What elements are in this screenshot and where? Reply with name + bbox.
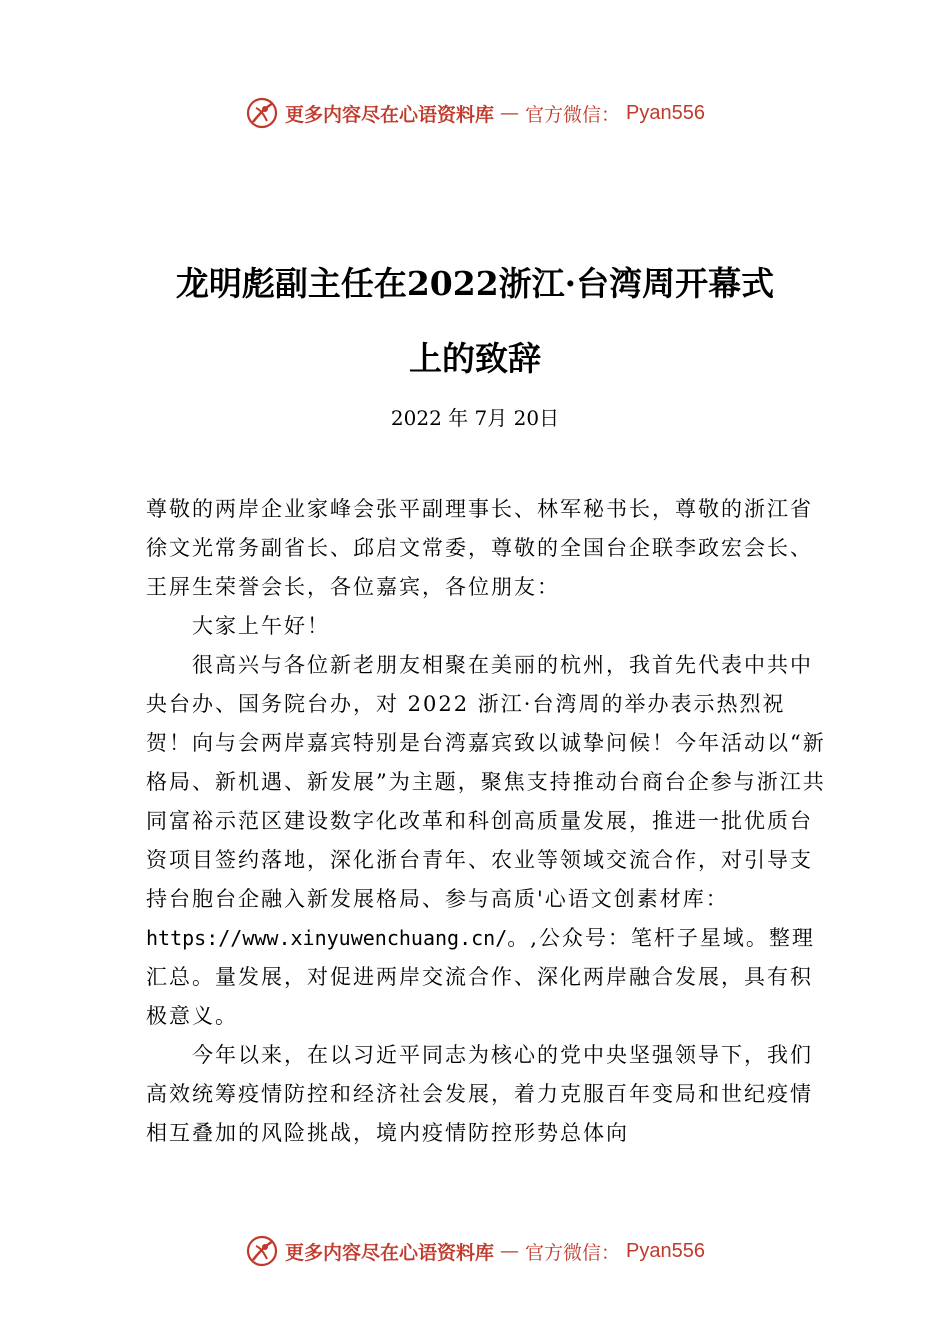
banner-site-text: 更多内容尽在心语资料库: [285, 103, 495, 126]
brand-logo-icon: [245, 1234, 279, 1268]
banner-account: Pyan556: [626, 1239, 705, 1262]
document-date: 2022 年 7月 20日: [390, 406, 560, 430]
salutation-paragraph: 尊敬的两岸企业家峰会张平副理事长、林军秘书长，尊敬的浙江省徐文光常务副省长、邱启文常委，尊敬的全国台企联李政宏会长、王屏生荣誉会长，各位嘉宾，各位朋友：: [146, 497, 813, 599]
banner-wechat-label: 官方微信：: [525, 103, 621, 126]
banner-separator: —: [500, 1240, 520, 1262]
banner-site-text: 更多内容尽在心语资料库: [285, 1241, 495, 1264]
paragraph-1: [146, 646, 826, 1036]
watermark-url: https://www.xinyuwenchuang.cn/: [146, 926, 508, 950]
document-body: [146, 490, 826, 1153]
footer-banner: [0, 1234, 950, 1268]
greeting-paragraph: 大家上午好！: [192, 614, 330, 638]
paragraph-2: 今年以来，在以习近平同志为核心的党中央坚强领导下，我们高效统筹疫情防控和经济社会发展，着力克服百年变局和世纪疫情相互叠加的风险挑战，境内疫情防控形势总体向: [146, 1043, 813, 1145]
document-title-line1: 龙明彪副主任在2022浙江·台湾周开幕式: [175, 264, 775, 303]
banner-account: Pyan556: [626, 101, 705, 124]
header-banner: [0, 96, 950, 130]
banner-wechat-label: 官方微信：: [525, 1241, 621, 1264]
document-title-line2: 上的致辞: [409, 339, 541, 378]
paragraph-1-tail: 。,公众号：笔杆子星域。整理汇总。量发展，对促进两岸交流合作、深化两岸融合发展，具有积极意义。: [146, 926, 815, 1028]
banner-separator: —: [500, 102, 520, 124]
brand-logo-icon: [245, 96, 279, 130]
paragraph-1-text: 很高兴与各位新老朋友相聚在美丽的杭州，我首先代表中共中央台办、国务院台办，对 2022 浙江·台湾周的举办表示热烈祝贺！向与会两岸嘉宾特别是台湾嘉宾致以诚挚问候！今年活动以“新格局、新机遇、新发展”为主题，聚焦支持推动台商台企参与浙江共同富裕示范区建设数字化改革和科创高质量发展，推进一批优质台资项目签约落地，深化浙台青年、农业等领域交流合作，对引导支持台胞台企融入新发展格局、参与高质'心语文创素材库：: [146, 653, 826, 911]
